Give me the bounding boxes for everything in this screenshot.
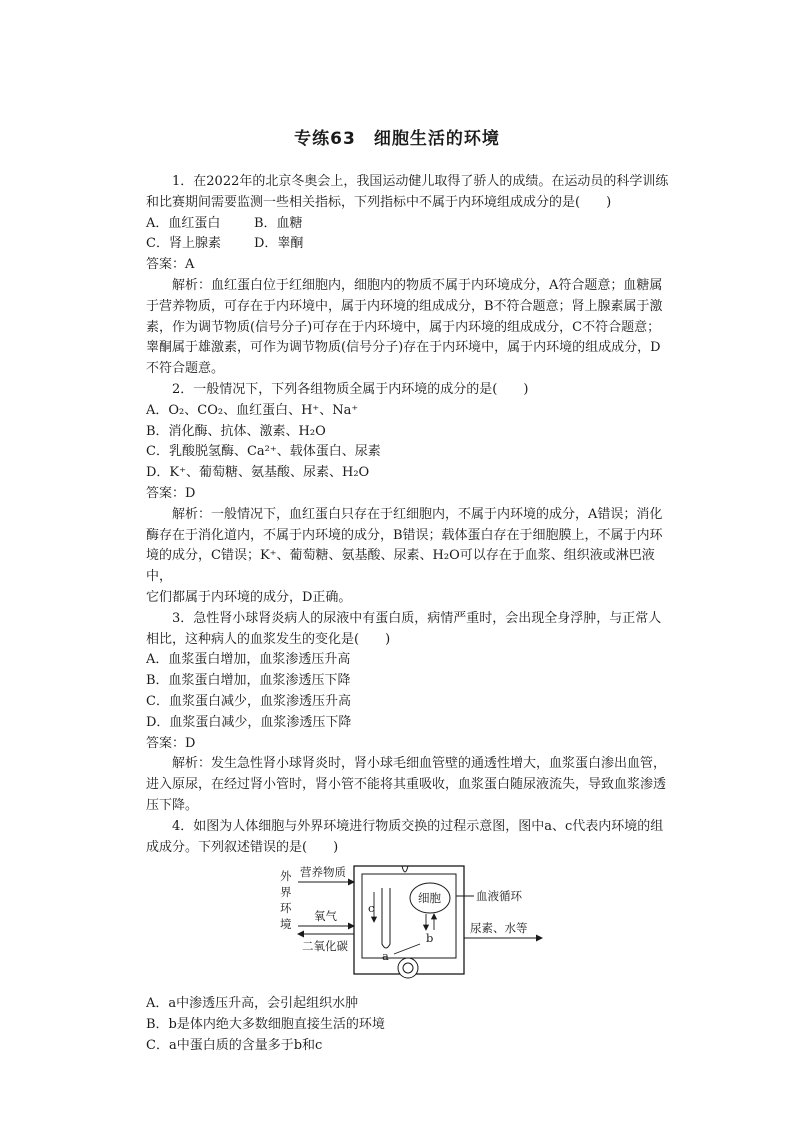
q4-option-c: C．a中蛋白质的含量多于b和c	[146, 1037, 323, 1053]
q3-analysis-1: 解析：发生急性肾小球肾炎时，肾小球毛细血管壁的通透性增大，血浆蛋白渗出血管，	[172, 756, 667, 772]
q2-analysis-4: 它们都属于内环境的成分，D正确。	[146, 589, 352, 605]
q1-analysis-3: 素，作为调节物质(信号分子)可存在于内环境中，属于内环境的组成成分，C不符合题意；	[146, 319, 661, 335]
q2-analysis-2: 酶存在于消化道内，不属于内环境的成分，B错误；载体蛋白存在于细胞膜上，不属于内环	[146, 527, 663, 543]
q1-options-ab	[146, 214, 674, 235]
q2-option-d: D．K⁺、葡萄糖、氨基酸、尿素、H₂O	[146, 465, 370, 481]
intake-notch	[402, 866, 408, 872]
q1-options-cd	[146, 234, 674, 255]
q3-analysis-2: 进入原尿，在经过肾小管时，肾小管不能将其重吸收，血浆蛋白随尿液流失，导致血浆渗透	[146, 777, 667, 793]
q1-analysis-5: 不符合题意。	[146, 361, 225, 377]
outside-char-1: 外	[280, 869, 292, 884]
outside-char-3: 环	[280, 901, 292, 916]
q1-option-a: A．血红蛋白	[146, 215, 221, 231]
outside-char-4: 境	[280, 917, 292, 932]
q3-stem-line-2: 相比，这种病人的血浆发生的变化是( )	[146, 631, 391, 647]
q3-answer: 答案：D	[146, 735, 196, 751]
q4-stem-line-2: 成成分。下列叙述错误的是( )	[146, 839, 339, 855]
exchange-diagram	[146, 862, 674, 986]
co2-label: 二氧化碳	[302, 939, 348, 954]
outside-char-2: 界	[280, 885, 292, 900]
q1-option-d: D．睾酮	[254, 236, 304, 252]
cell-label: 细胞	[418, 891, 441, 906]
q1-stem-line-1: 1．在2022年的北京冬奥会上，我国运动健儿取得了骄人的成绩。在运动员的科学训练	[172, 174, 669, 189]
q2-analysis-1: 解析：一般情况下，血红蛋白只存在于红细胞内，不属于内环境的成分，A错误；消化	[172, 506, 663, 522]
urea-label: 尿素、水等	[470, 921, 528, 936]
inner-box	[362, 874, 456, 958]
q2-option-a: A．O₂、CO₂、血红蛋白、H⁺、Na⁺	[146, 402, 359, 418]
q3-stem-line-1: 3．急性肾小球肾炎病人的尿液中有蛋白质，病情严重时，会出现全身浮肿，与正常人	[172, 610, 662, 626]
q3-option-c: C．血浆蛋白减少，血浆渗透压升高	[146, 693, 351, 709]
q2-answer: 答案：D	[146, 485, 196, 501]
q1-answer: 答案：A	[146, 257, 195, 273]
blood-circulation-label: 血液循环	[476, 889, 522, 904]
label-b: b	[426, 931, 434, 946]
nutrients-label: 营养物质	[300, 865, 346, 880]
heart-outer-icon	[398, 958, 418, 978]
q1-analysis-2: 于营养物质，可存在于内环境中，属于内环境的组成成分，B不符合题意；肾上腺素属于激	[146, 298, 663, 314]
q3-analysis-3: 压下降。	[146, 797, 199, 813]
q1-stem-line-2: 和比赛期间需要监测一些相关指标，下列指标中不属于内环境组成成分的是( )	[146, 194, 612, 210]
label-c: c	[368, 901, 375, 916]
q4-stem-line-1: 4．如图为人体细胞与外界环境进行物质交换的过程示意图，图中a、c代表内环境的组	[172, 818, 664, 834]
q3-option-d: D．血浆蛋白减少，血浆渗透压下降	[146, 714, 352, 730]
q4-option-b: B．b是体内绝大多数细胞直接生活的环境	[146, 1017, 385, 1033]
document-body	[146, 172, 674, 1057]
a-to-b-line	[394, 944, 420, 954]
q1-option-c: C．肾上腺素	[146, 236, 221, 252]
q2-option-b: B．消化酶、抗体、激素、H₂O	[146, 423, 326, 439]
q1-analysis-1: 解析：血红蛋白位于红细胞内，细胞内的物质不属于内环境成分，A符合题意；血糖属	[172, 277, 663, 293]
q2-stem: 2．一般情况下，下列各组物质全属于内环境的成分的是( )	[172, 381, 529, 397]
q3-option-b: B．血浆蛋白增加，血浆渗透压下降	[146, 673, 351, 689]
label-a: a	[382, 949, 389, 964]
q1-option-b: B．血糖	[254, 215, 303, 231]
exchange-diagram-svg	[270, 862, 550, 986]
q4-option-a: A．a中渗透压升高，会引起组织水肿	[146, 996, 359, 1012]
q1-analysis-4: 睾酮属于雄激素，可作为调节物质(信号分子)存在于内环境中，属于内环境的组成成分，D	[146, 340, 661, 356]
lymph-vessel	[382, 888, 390, 948]
q2-option-c: C．乳酸脱氢酶、Ca²⁺、载体蛋白、尿素	[146, 444, 381, 460]
q3-option-a: A．血浆蛋白增加，血浆渗透压升高	[146, 652, 351, 668]
q2-analysis-3: 境的成分，C错误；K⁺、葡萄糖、氨基酸、尿素、H₂O可以存在于血浆、组织液或淋巴液中，	[146, 548, 655, 585]
oxygen-label: 氧气	[314, 909, 337, 924]
page-title: 专练63 细胞生活的环境	[294, 129, 500, 149]
